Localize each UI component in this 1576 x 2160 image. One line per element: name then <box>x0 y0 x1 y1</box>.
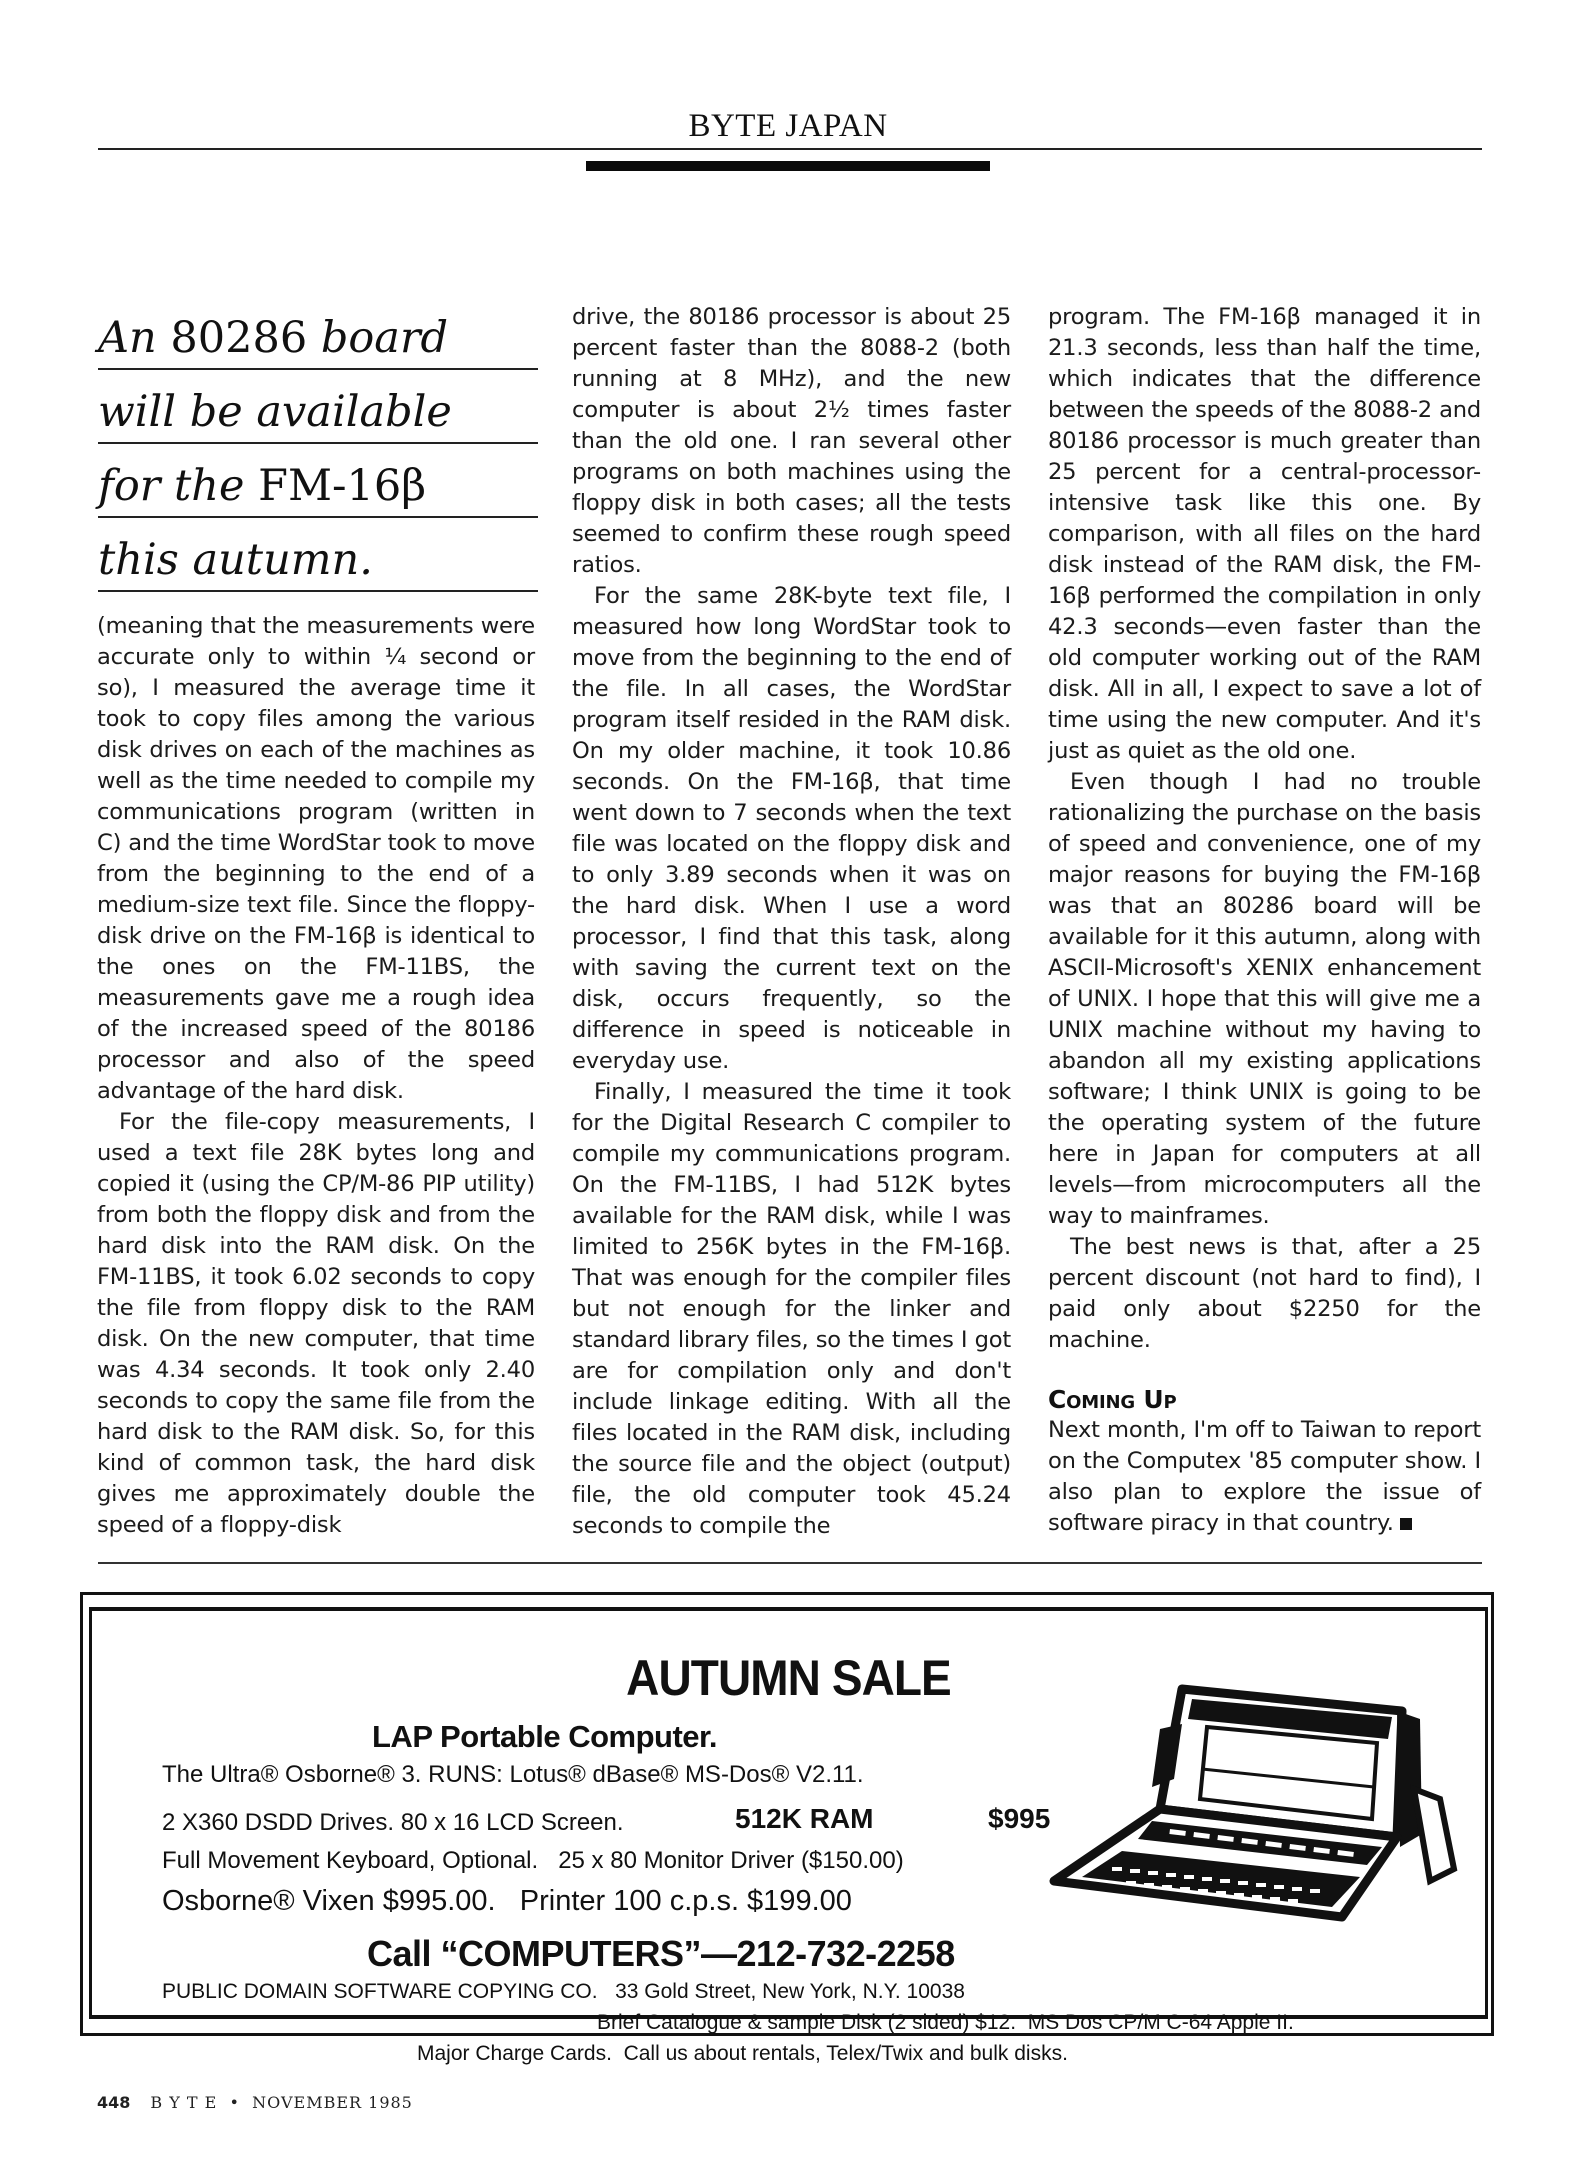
advertisement-inner-frame <box>89 1607 1488 2065</box>
ad-vixen-line: Osborne® Vixen $995.00. Printer 100 c.p.s. $199.00 <box>162 1885 852 1917</box>
article-column-2 <box>572 302 1011 1542</box>
article-end-rule <box>98 1562 1482 1564</box>
header-rule <box>98 148 1482 150</box>
article-paragraph: Finally, I measured the time it took for the Digital Research C compiler to compile my communications program. On the FM-11BS, I had 512K bytes available for the RAM disk, while I was limited to 256K bytes in the FM-16β. That was enough for the compiler files but not enough for the linker and standard library files, so the times I got are for compilation only and don't include linkage editing. With all the files located in the RAM disk, including the source file and the object (output) file, the old computer took 45.24 seconds to compile the <box>572 1079 1011 1539</box>
pull-quote-text: An <box>98 313 157 363</box>
ad-price: $995 <box>988 1803 1051 1834</box>
article-column-1 <box>97 611 535 1541</box>
section-title: BYTE JAPAN <box>688 108 888 144</box>
ad-phone-call: Call “COMPUTERS”—212-732-2258 <box>367 1933 955 1974</box>
publication-issue: B Y T E • NOVEMBER 1985 <box>150 2093 413 2112</box>
coming-up-heading: Coming Up <box>1048 1385 1177 1414</box>
article-paragraph: drive, the 80186 processor is about 25 percent faster than the 8088-2 (both running at 8 MHz), and the new computer is about 2½ times faster than the old one. I ran several other programs on both machines using the floppy disk in both cases; all the tests seemed to confirm these rough speed ratios. <box>572 304 1011 578</box>
article-paragraph: The best news is that, after a 25 percent discount (not hard to find), I paid only about $2250 for the machine. <box>1048 1234 1481 1353</box>
ad-company-address: PUBLIC DOMAIN SOFTWARE COPYING CO. 33 Gold Street, New York, N.Y. 10038 <box>162 1980 965 2003</box>
article-paragraph: Even though I had no trouble rationalizing the purchase on the basis of speed and convenience, one of my major reasons for buying the FM-16β was that an 80286 board will be available for it this autumn, along with ASCII-Microsoft's XENIX enhancement of UNIX. I hope that this will give me a UNIX machine without my having to abandon all my existing applications software; I think UNIX is going to be the operating system of the future here in Japan for computers at all levels—from microcomputers all the way to mainframes. <box>1048 769 1481 1229</box>
article-paragraph: program. The FM-16β managed it in 21.3 seconds, less than half the time, which indicates that the difference between the speeds of the 8088-2 and 80186 processor is much greater than 25 percent for a central-processor-intensive task like this one. By comparison, with all files on the hard disk instead of the RAM disk, the FM-16β performed the compilation in only 42.3 seconds—even faster than the old computer working out of the RAM disk. All in all, I expect to save a lot of time using the new computer. And it's just as quiet as the old one. <box>1048 304 1481 764</box>
pull-quote-text: will be available <box>98 387 452 437</box>
ad-charge-cards-line: Major Charge Cards. Call us about rentals, Telex/Twix and bulk disks. <box>417 2042 1068 2065</box>
article-paragraph: For the file-copy measurements, I used a text file 28K bytes long and copied it (using the CP/M-86 PIP utility) from both the floppy disk and from the hard disk into the RAM disk. On the FM-11BS, it took 6.02 seconds to copy the file from floppy disk to the RAM disk. On the new computer, that time was 4.34 seconds. It took only 2.40 seconds to copy the same file from the hard disk to the RAM disk. So, for this kind of common task, the hard disk gives me approximately double the speed of a floppy-disk <box>97 1109 535 1538</box>
coming-up-paragraph <box>1048 1415 1481 1539</box>
pull-quote-text: this autumn. <box>98 535 373 585</box>
article-paragraph: For the same 28K-byte text file, I measured how long WordStar took to move from the beginning to the end of the file. In all cases, the WordStar program itself resided in the RAM disk. On my older machine, it took 10.86 seconds. On the FM-16β, that time went down to 7 seconds when the text file was located on the floppy disk and to only 3.89 seconds when it was on the hard disk. When I use a word processor, I find that this task, along with saving the current text on the disk, occurs frequently, so the difference in speed is noticeable in everyday use. <box>572 583 1011 1074</box>
ad-title: AUTUMN SALE <box>626 1650 951 1706</box>
pull-quote <box>98 296 538 592</box>
page-footer <box>97 2093 413 2112</box>
article-column-3 <box>1048 302 1481 1539</box>
pull-quote-text: FM-16β <box>258 461 427 511</box>
ad-ram: 512K RAM <box>735 1803 874 1834</box>
ad-subtitle: LAP Portable Computer. <box>372 1719 717 1754</box>
pull-quote-line <box>98 370 538 444</box>
page-number: 448 <box>97 2093 131 2112</box>
header-bar <box>586 161 990 171</box>
ad-catalogue-line: Brief Catalogue & sample Disk (2 sided) $12. MS Dos CP/M C-64 Apple II. <box>597 2011 1294 2034</box>
pull-quote-text: 80286 <box>170 313 308 363</box>
coming-up-text: Next month, I'm off to Taiwan to report on the Computex '85 computer show. I also plan to explore the issue of software piracy in that country. <box>1048 1417 1481 1536</box>
advertisement <box>80 1592 1494 2065</box>
ad-keyboard-line: Full Movement Keyboard, Optional. 25 x 80 Monitor Driver ($150.00) <box>162 1847 904 1874</box>
article-paragraph: (meaning that the measurements were accurate only to within ¼ second or so), I measured the average time it took to copy files among the various disk drives on each of the machines as well as the time needed to compile my communications program (written in C) and the time WordStar took to move from the beginning to the end of a medium-size text file. Since the floppy-disk drive on the FM-16β is identical to the ones on the FM-11BS, the measurements gave me a rough idea of the increased speed of the 80186 processor and also of the speed advantage of the hard disk. <box>97 613 535 1104</box>
pull-quote-text: for the <box>98 461 245 511</box>
end-mark-icon <box>1400 1518 1412 1530</box>
pull-quote-line <box>98 444 538 518</box>
laptop-computer-icon <box>1042 1669 1462 1929</box>
pull-quote-text: board <box>320 313 449 363</box>
ad-software-line: The Ultra® Osborne® 3. RUNS: Lotus® dBase® MS-Dos® V2.11. <box>162 1761 864 1788</box>
pull-quote-line <box>98 296 538 370</box>
ad-drives-line: 2 X360 DSDD Drives. 80 x 16 LCD Screen. <box>162 1809 624 1836</box>
pull-quote-line <box>98 518 538 592</box>
